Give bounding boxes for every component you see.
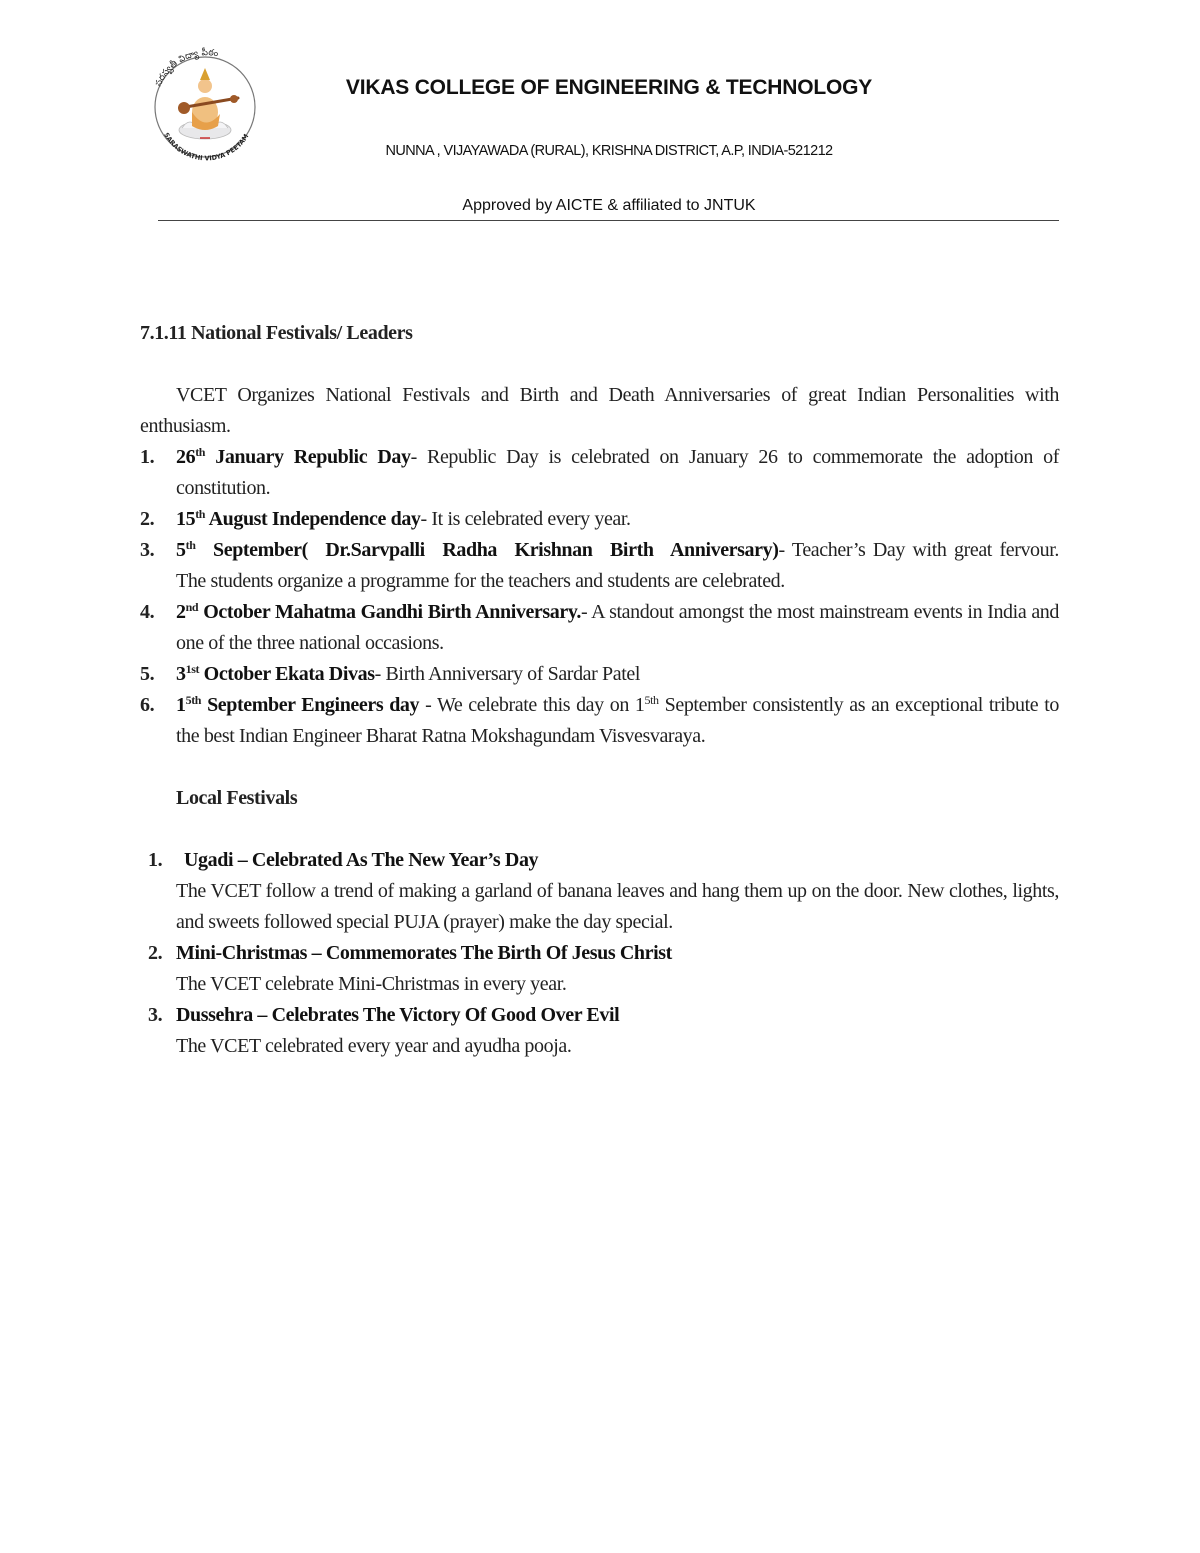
separator: - — [778, 539, 792, 561]
festival-title: January Republic Day — [205, 446, 411, 468]
festival-day: 5 — [176, 539, 186, 561]
list-number: 4. — [140, 601, 155, 623]
ordinal-suffix: nd — [185, 600, 199, 614]
header-divider — [158, 220, 1059, 221]
list-item — [140, 597, 1059, 659]
festival-description: Republic Day is celebrated on January 26 to commemorate the adoption of constitution. — [176, 446, 1059, 499]
svg-text:SARASWATHI VIDYA PEETAM: SARASWATHI VIDYA PEETAM — [162, 131, 251, 163]
ordinal-suffix: th — [195, 445, 206, 459]
festival-day: 3 — [176, 663, 186, 685]
festival-description: Teacher’s Day with great fervour. The students organize a programme for the teachers and students are celebrated. — [176, 539, 1060, 592]
separator: - — [419, 694, 437, 716]
college-address: NUNNA , VIJAYAWADA (RURAL), KRISHNA DISTRICT, A.P, INDIA-521212 — [385, 143, 833, 159]
list-item — [140, 938, 1059, 1000]
festival-title: October Mahatma Gandhi Birth Anniversary. — [198, 601, 581, 623]
svg-text:సరస్వతీ విద్యా పీఠం: సరస్వతీ విద్యా పీఠం — [153, 48, 219, 89]
spacer — [140, 814, 1059, 845]
list-number: 1. — [148, 849, 163, 871]
festival-day: 26 — [176, 446, 196, 468]
list-number: 3. — [148, 1004, 163, 1026]
separator: - — [420, 508, 432, 530]
list-item — [140, 659, 1059, 690]
separator: - — [374, 663, 386, 685]
festival-title: Ugadi – Celebrated As The New Year’s Day — [184, 849, 539, 871]
list-item — [140, 845, 1059, 938]
festival-title: August Independence day — [205, 508, 421, 530]
list-item — [140, 690, 1059, 752]
festival-description: The VCET follow a trend of making a garland of banana leaves and hang them up on the door. New clothes, lights, and sweets followed special PUJA (prayer) make the day special. — [176, 880, 1059, 933]
festival-title: Mini-Christmas – Commemorates The Birth Of Jesus Christ — [176, 942, 672, 964]
list-number: 2. — [140, 508, 155, 530]
approval-line: Approved by AICTE & affiliated to JNTUK — [462, 197, 756, 214]
festival-day: 2 — [176, 601, 186, 623]
list-number: 3. — [140, 539, 155, 561]
national-festivals-list — [140, 442, 1059, 752]
separator: - — [580, 601, 592, 623]
ordinal-suffix: 5th — [185, 693, 202, 707]
list-number: 5. — [140, 663, 155, 685]
festival-day: 15 — [176, 508, 196, 530]
festival-description: It is celebrated every year. — [431, 508, 631, 530]
ordinal-suffix: th — [195, 507, 206, 521]
festival-title: September Engineers day — [201, 694, 420, 716]
festival-title: October Ekata Divas — [199, 663, 375, 685]
section-title: 7.1.11 National Festivals/ Leaders — [140, 322, 413, 344]
list-item — [140, 1000, 1059, 1062]
festival-title: September( Dr.Sarvpalli Radha Krishnan Birth Anniversary) — [195, 539, 779, 561]
festival-description: The VCET celebrate Mini-Christmas in every year. — [176, 973, 567, 995]
festival-description: We celebrate this day on 1 — [436, 694, 645, 716]
festival-description-cont: September consistently as an exceptional tribute to the best Indian Engineer Bharat Ratna Mokshagundam Visvesvaraya. — [176, 694, 1059, 747]
festival-description: The VCET celebrated every year and ayudha pooja. — [176, 1035, 572, 1057]
festival-title: Dussehra – Celebrates The Victory Of Good Over Evil — [176, 1004, 620, 1026]
list-number: 2. — [148, 942, 163, 964]
college-name: VIKAS COLLEGE OF ENGINEERING & TECHNOLOGY — [345, 76, 873, 99]
list-item — [140, 535, 1059, 597]
list-item — [140, 442, 1059, 504]
festival-day: 1 — [176, 694, 186, 716]
local-festivals-title: Local Festivals — [176, 787, 298, 809]
festival-description: Birth Anniversary of Sardar Patel — [385, 663, 640, 685]
spacer — [140, 349, 1059, 380]
list-number: 1. — [140, 446, 155, 468]
list-number: 6. — [140, 694, 155, 716]
intro-paragraph: VCET Organizes National Festivals and Birth and Death Anniversaries of great Indian Personalities with enthusiasm. — [140, 384, 1059, 437]
separator: - — [410, 446, 428, 468]
local-festivals-list — [140, 845, 1059, 1062]
list-item — [140, 504, 1059, 535]
ordinal-suffix: 5th — [644, 693, 659, 707]
ordinal-suffix: 1st — [185, 662, 200, 676]
document-body — [140, 318, 1059, 1062]
festival-description: A standout amongst the most mainstream events in India and one of the three national occasions. — [176, 601, 1060, 654]
ordinal-suffix: th — [185, 538, 196, 552]
